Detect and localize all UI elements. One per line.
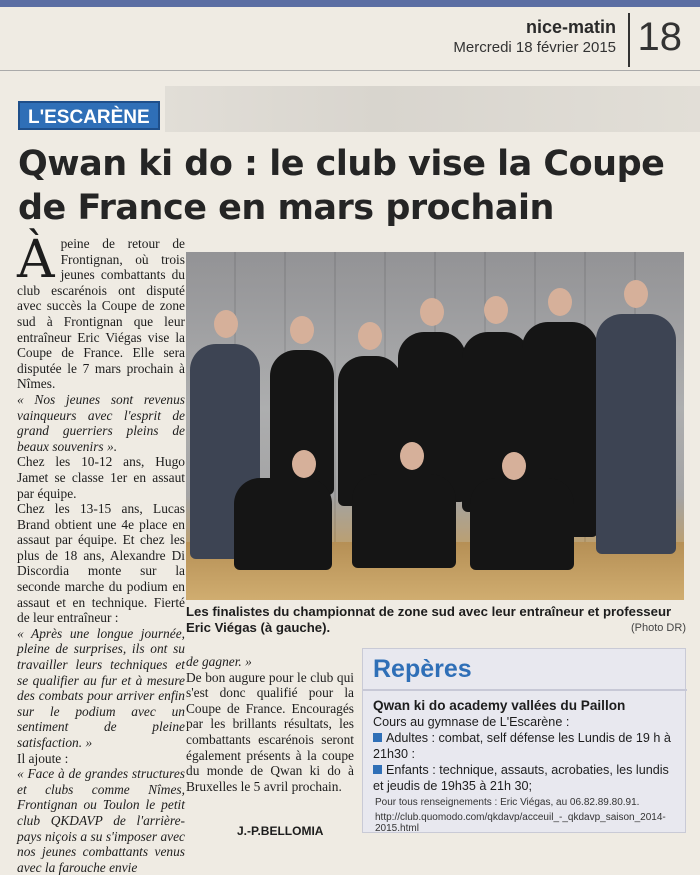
bleed-through-strip	[165, 86, 700, 132]
person-figure	[596, 314, 676, 554]
person-head	[358, 322, 382, 350]
person-head	[624, 280, 648, 308]
paragraph: Chez les 10-12 ans, Hugo Jamet se classe 1er en assaut par équipe.	[17, 454, 185, 501]
contact-info: Pour tous renseignements : Eric Viégas, au 06.82.89.80.91.	[375, 797, 640, 808]
quote: « Après une longue journée, pleine de surprises, ils ont su travailler leurs techniques et se qualifier au fur et à mesure des combats pour arriver enfin sur le podium avec un sentiment de pleine satisfaction. »	[17, 625, 185, 750]
person-head	[502, 452, 526, 480]
headline: Qwan ki do : le club vise la Coupe de France en mars prochain	[18, 144, 665, 228]
reperes-title: Repères	[373, 655, 472, 683]
adult-schedule	[373, 731, 678, 762]
person-head	[400, 442, 424, 470]
venue-line: Cours au gymnase de L'Escarène :	[373, 715, 570, 729]
photo-credit: (Photo DR)	[630, 622, 686, 634]
quote: « Nos jeunes sont revenus vainqueurs avec l'esprit de grand guerriers pleins de beaux souvenirs ».	[17, 391, 185, 454]
paragraph: Chez les 13-15 ans, Lucas Brand obtient une 4e place en assaut par équipe. Et chez les plus de 18 ans, Alexandre Di Discordia monte sur la seconde marche du podium en assaut et en technique. Fierté de leur entraîneur :	[17, 501, 185, 626]
header-rule	[0, 70, 700, 71]
newspaper-name: nice-matin	[525, 17, 616, 37]
person-head	[548, 288, 572, 316]
photo-caption: Les finalistes du championnat de zone sud avec leur entraîneur et professeur Eric Viégas (à gauche).	[186, 604, 672, 635]
paragraph: peine de retour de Frontignan, où trois jeunes combattants du club escarénois ont disputé avec succès la Coupe de zone sud à Frontignan que leur entraîneur Eric Viégas vise la Coupe de France. Elle sera disputée le 7 mars prochain à Nîmes.	[17, 236, 185, 392]
person-head	[290, 316, 314, 344]
paragraph: Il ajoute :	[17, 750, 69, 766]
article-column-1	[17, 230, 185, 875]
team-photo	[186, 252, 684, 600]
person-figure	[352, 474, 456, 568]
club-name: Qwan ki do academy vallées du Paillon	[373, 698, 626, 713]
author-signature: J.-P.BELLOMIA	[237, 824, 324, 838]
person-head	[214, 310, 238, 338]
quote-end: de gagner. »	[186, 654, 252, 669]
issue-date: Mercredi 18 février 2015	[453, 39, 616, 56]
person-figure	[234, 478, 332, 570]
club-url: http://club.quomodo.com/qkdavp/acceuil_-_qkdavp_saison_2014-2015.html	[375, 812, 666, 834]
page-number: 18	[637, 15, 682, 59]
reperes-box	[362, 648, 686, 833]
drop-cap: À	[17, 230, 55, 290]
kids-schedule-text: Enfants : technique, assauts, acrobaties, les lundis et jeudis de 19h35 à 21h 30;	[373, 763, 669, 793]
bullet-square-icon	[373, 733, 382, 742]
quote: « Face à de grandes structures et clubs comme Nîmes, Frontignan ou Toulon le petit club QKDAVP de l'arrière-pays niçois a su s'imposer avec nos jeunes combattants venus avec la farouche envie	[17, 766, 185, 875]
masthead	[400, 7, 700, 69]
person-head	[292, 450, 316, 478]
adult-schedule-text: Adultes : combat, self défense les Lundis de 19 h à 21h30 :	[373, 731, 671, 761]
article-column-2	[186, 654, 354, 794]
box-divider	[363, 689, 687, 691]
paragraph: De bon augure pour le club qui s'est donc qualifié pour la Coupe de France. Encouragés par les brillants résultats, les combattants escarénois seront également présents à la coupe du monde de Qwan ki do à Bruxelles le 5 avril prochain.	[186, 669, 354, 794]
person-head	[484, 296, 508, 324]
top-color-bar	[0, 0, 700, 7]
masthead-divider	[628, 13, 630, 67]
person-figure	[470, 478, 574, 570]
kids-schedule	[373, 763, 678, 794]
person-head	[420, 298, 444, 326]
bullet-square-icon	[373, 765, 382, 774]
section-tag: L'ESCARÈNE	[18, 101, 160, 130]
